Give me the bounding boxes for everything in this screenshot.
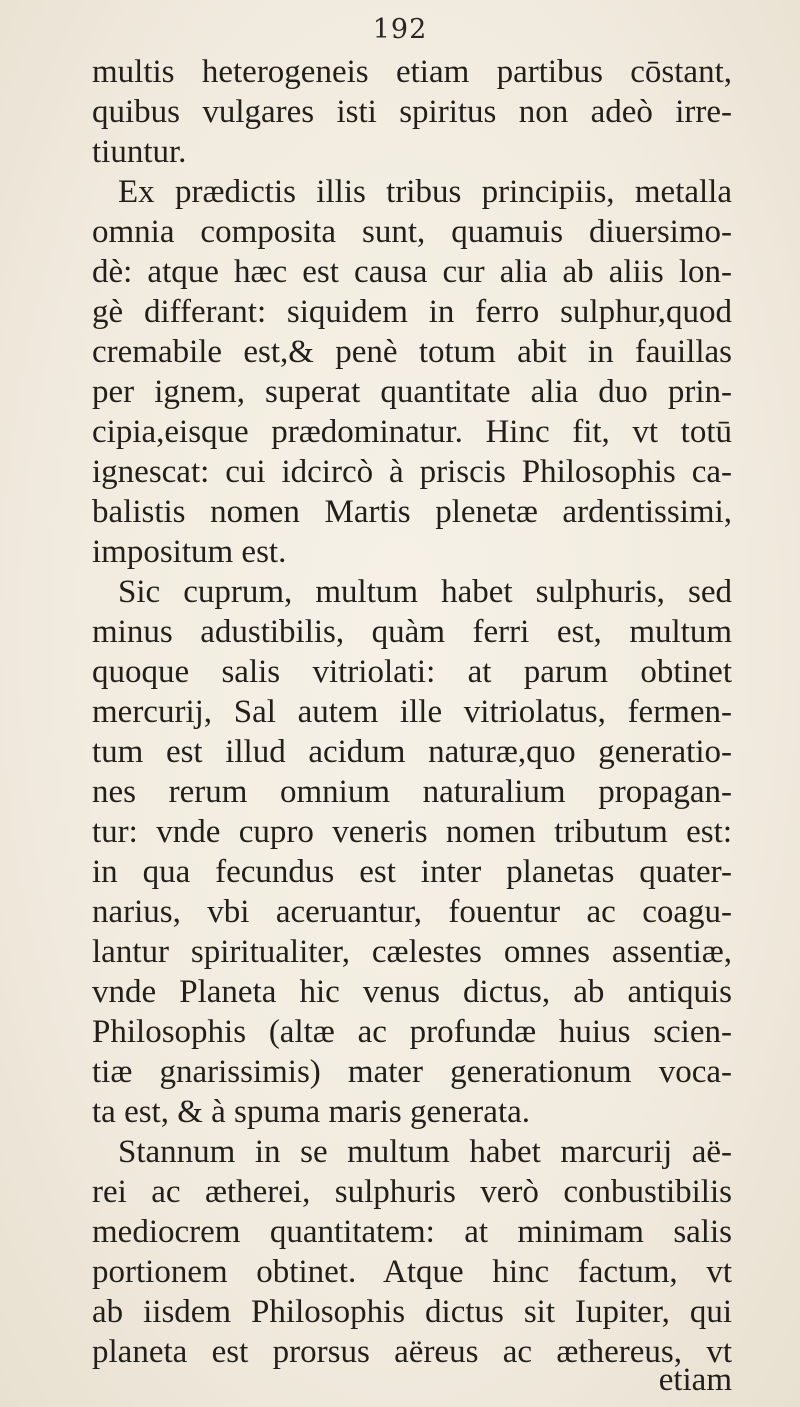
text-line: gè differant: siquidem in ferro sulphur,quod [92, 294, 732, 330]
text-line: Stannum in se multum habet marcurij aë- [118, 1134, 732, 1170]
text-line: dè: atque hæc est causa cur alia ab aliis lon- [92, 254, 732, 290]
text-line: tum est illud acidum naturæ,quo generatio- [92, 734, 732, 770]
text-line: ignescat: cui idcircò à priscis Philosophis ca- [92, 454, 732, 490]
text-line: cremabile est,& penè totum abit in fauillas [92, 334, 732, 370]
text-line: minus adustibilis, quàm ferri est, multum [92, 614, 732, 650]
text-line: per ignem, superat quantitate alia duo prin- [92, 374, 732, 410]
text-line: rei ac ætherei, sulphuris verò conbustibilis [92, 1174, 732, 1210]
text-line: impositum est. [92, 534, 287, 570]
text-line: narius, vbi aceruantur, fouentur ac coagu- [92, 894, 732, 930]
text-line: planeta est prorsus aëreus ac æthereus, vt [92, 1334, 732, 1370]
text-line: nes rerum omnium naturalium propagan- [92, 774, 732, 810]
text-line: tur: vnde cupro veneris nomen tributum est: [92, 814, 732, 850]
text-line: omnia composita sunt, quamuis diuersimo- [92, 214, 732, 250]
text-line: multis heterogeneis etiam partibus cōstant, [92, 54, 732, 90]
text-line: balistis nomen Martis plenetæ ardentissimi, [92, 494, 732, 530]
text-line: mediocrem quantitatem: at minimam salis [92, 1214, 732, 1250]
text-line: ab iisdem Philosophis dictus sit Iupiter, qui [92, 1294, 732, 1330]
text-line: Philosophis (altæ ac profundæ huius scien- [92, 1014, 732, 1050]
text-line: ta est, & à spuma maris generata. [92, 1094, 531, 1130]
text-line: tiuntur. [92, 134, 187, 170]
page-number: 192 [372, 14, 428, 45]
text-line: portionem obtinet. Atque hinc factum, vt [92, 1254, 732, 1290]
catchword: etiam [658, 1362, 732, 1398]
text-line: vnde Planeta hic venus dictus, ab antiquis [92, 974, 732, 1010]
text-line: mercurij, Sal autem ille vitriolatus, fermen- [92, 694, 732, 730]
text-line: tiæ gnarissimis) mater generationum voca- [92, 1054, 732, 1090]
text-line: cipia,eisque prædominatur. Hinc fit, vt totū [92, 414, 732, 450]
text-line: Ex prædictis illis tribus principiis, metalla [118, 174, 732, 210]
text-line: lantur spiritualiter, cælestes omnes assentiæ, [92, 934, 732, 970]
text-line: in qua fecundus est inter planetas quater- [92, 854, 732, 890]
text-line: quoque salis vitriolati: at parum obtinet [92, 654, 732, 690]
text-line: Sic cuprum, multum habet sulphuris, sed [118, 574, 732, 610]
text-line: quibus vulgares isti spiritus non adeò irre- [92, 94, 732, 130]
